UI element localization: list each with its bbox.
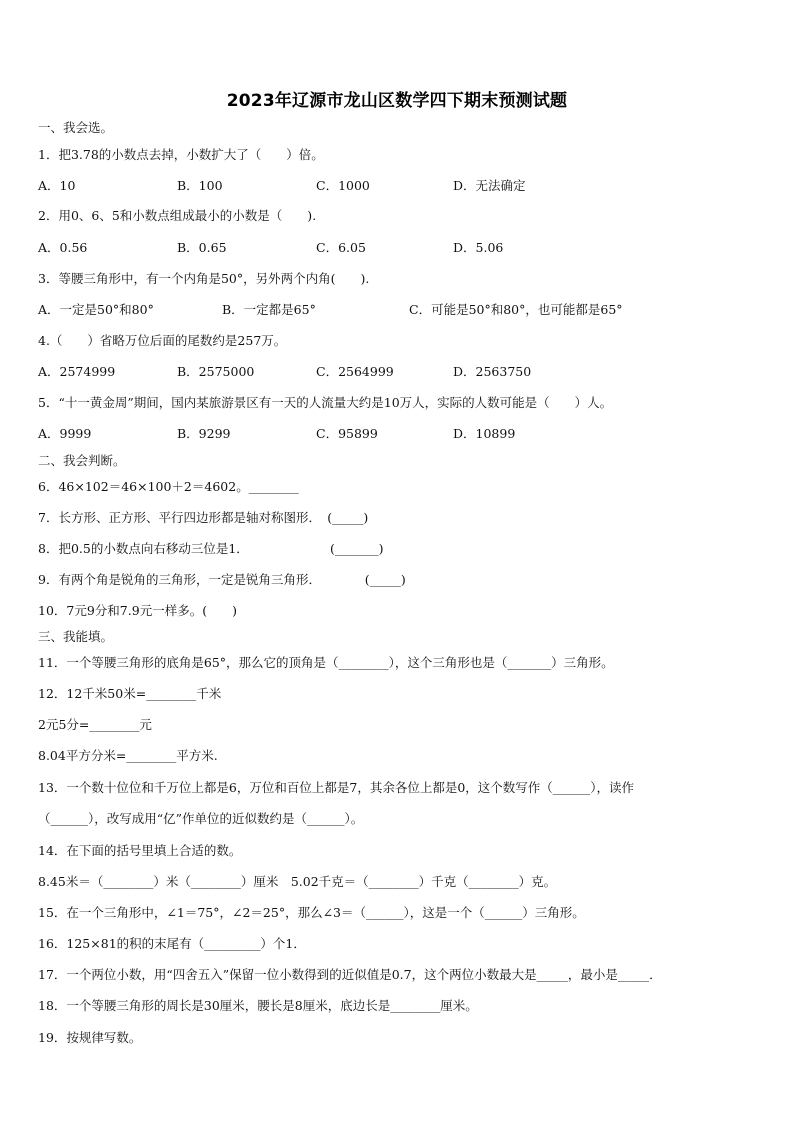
q2-option-b: B．0.65 xyxy=(177,240,227,255)
question-8: 8．把0.5的小数点向右移动三位是1． (_______) xyxy=(38,541,384,556)
q5-option-d: D．10899 xyxy=(453,426,516,441)
question-15: 15．在一个三角形中，∠1＝75°，∠2＝25°，那么∠3＝（______），这是一个（______）三角形。 xyxy=(38,905,585,920)
question-13-line-1: 13．一个数十位位和千万位上都是6，万位和百位上都是7，其余各位上都是0，这个数写作（______），读作 xyxy=(38,780,635,795)
question-14-items: 8.45米＝（________）米（________）厘米 5.02千克＝（________）千克（________）克。 xyxy=(38,874,557,889)
question-5-stem: 5．“十一黄金周”期间，国内某旅游景区有一天的人流量大约是10万人，实际的人数可能是（ ）人。 xyxy=(38,395,613,410)
q2-option-d: D．5.06 xyxy=(453,240,504,255)
question-17: 17．一个两位小数，用“四舍五入”保留一位小数得到的近似值是0.7，这个两位小数最大是_____，最小是_____． xyxy=(38,967,662,982)
q3-option-a: A．一定是50°和80° xyxy=(38,302,154,317)
question-16: 16．125×81的积的末尾有（_________）个1． xyxy=(38,936,306,951)
q1-option-d: D．无法确定 xyxy=(453,178,526,193)
section-heading-choice: 一、我会选。 xyxy=(38,120,114,135)
q2-option-c: C．6.05 xyxy=(316,240,366,255)
section-heading-fill: 三、我能填。 xyxy=(38,629,114,644)
question-2-stem: 2．用0、6、5和小数点组成最小的小数是（ ). xyxy=(38,208,317,223)
question-1-stem: 1．把3.78的小数点去掉，小数扩大了（ ）倍。 xyxy=(38,147,324,162)
q4-option-d: D．2563750 xyxy=(453,364,532,379)
question-7: 7．长方形、正方形、平行四边形都是轴对称图形． (_____) xyxy=(38,510,369,525)
q5-option-b: B．9299 xyxy=(177,426,231,441)
q5-option-c: C．95899 xyxy=(316,426,378,441)
q3-option-c: C．可能是50°和80°，也可能都是65° xyxy=(409,302,623,317)
question-11: 11．一个等腰三角形的底角是65°，那么它的顶角是（________），这个三角形也是（_______）三角形。 xyxy=(38,655,614,670)
page-title: 2023年辽源市龙山区数学四下期末预测试题 xyxy=(226,91,568,111)
q4-option-a: A．2574999 xyxy=(38,364,116,379)
q5-option-a: A．9999 xyxy=(38,426,92,441)
question-10: 10．7元9分和7.9元一样多。( ) xyxy=(38,603,237,618)
question-18: 18．一个等腰三角形的周长是30厘米，腰长是8厘米，底边长是________厘米。 xyxy=(38,998,478,1013)
q4-option-b: B．2575000 xyxy=(177,364,255,379)
section-heading-judge: 二、我会判断。 xyxy=(38,453,126,468)
question-6: 6．46×102＝46×100＋2＝4602。________ xyxy=(38,479,299,494)
q1-option-b: B．100 xyxy=(177,178,223,193)
q4-option-c: C．2564999 xyxy=(316,364,394,379)
question-9: 9．有两个角是锐角的三角形，一定是锐角三角形． (_____) xyxy=(38,572,406,587)
q2-option-a: A．0.56 xyxy=(38,240,88,255)
q3-option-b: B．一定都是65° xyxy=(222,302,316,317)
question-3-stem: 3．等腰三角形中，有一个内角是50°，另外两个内角( ). xyxy=(38,271,370,286)
question-12-part-1: 12．12千米50米=________千米 xyxy=(38,686,222,701)
q1-option-a: A．10 xyxy=(38,178,76,193)
question-13-line-2: （______），改写成用“亿”作单位的近似数约是（______）。 xyxy=(38,811,364,826)
q1-option-c: C．1000 xyxy=(316,178,370,193)
question-19: 19．按规律写数。 xyxy=(38,1030,142,1045)
question-12-part-3: 8.04平方分米=________平方米. xyxy=(38,748,218,763)
question-12-part-2: 2元5分=________元 xyxy=(38,717,152,732)
question-4-stem: 4.（ ）省略万位后面的尾数约是257万。 xyxy=(38,333,287,348)
question-14-stem: 14．在下面的括号里填上合适的数。 xyxy=(38,843,242,858)
